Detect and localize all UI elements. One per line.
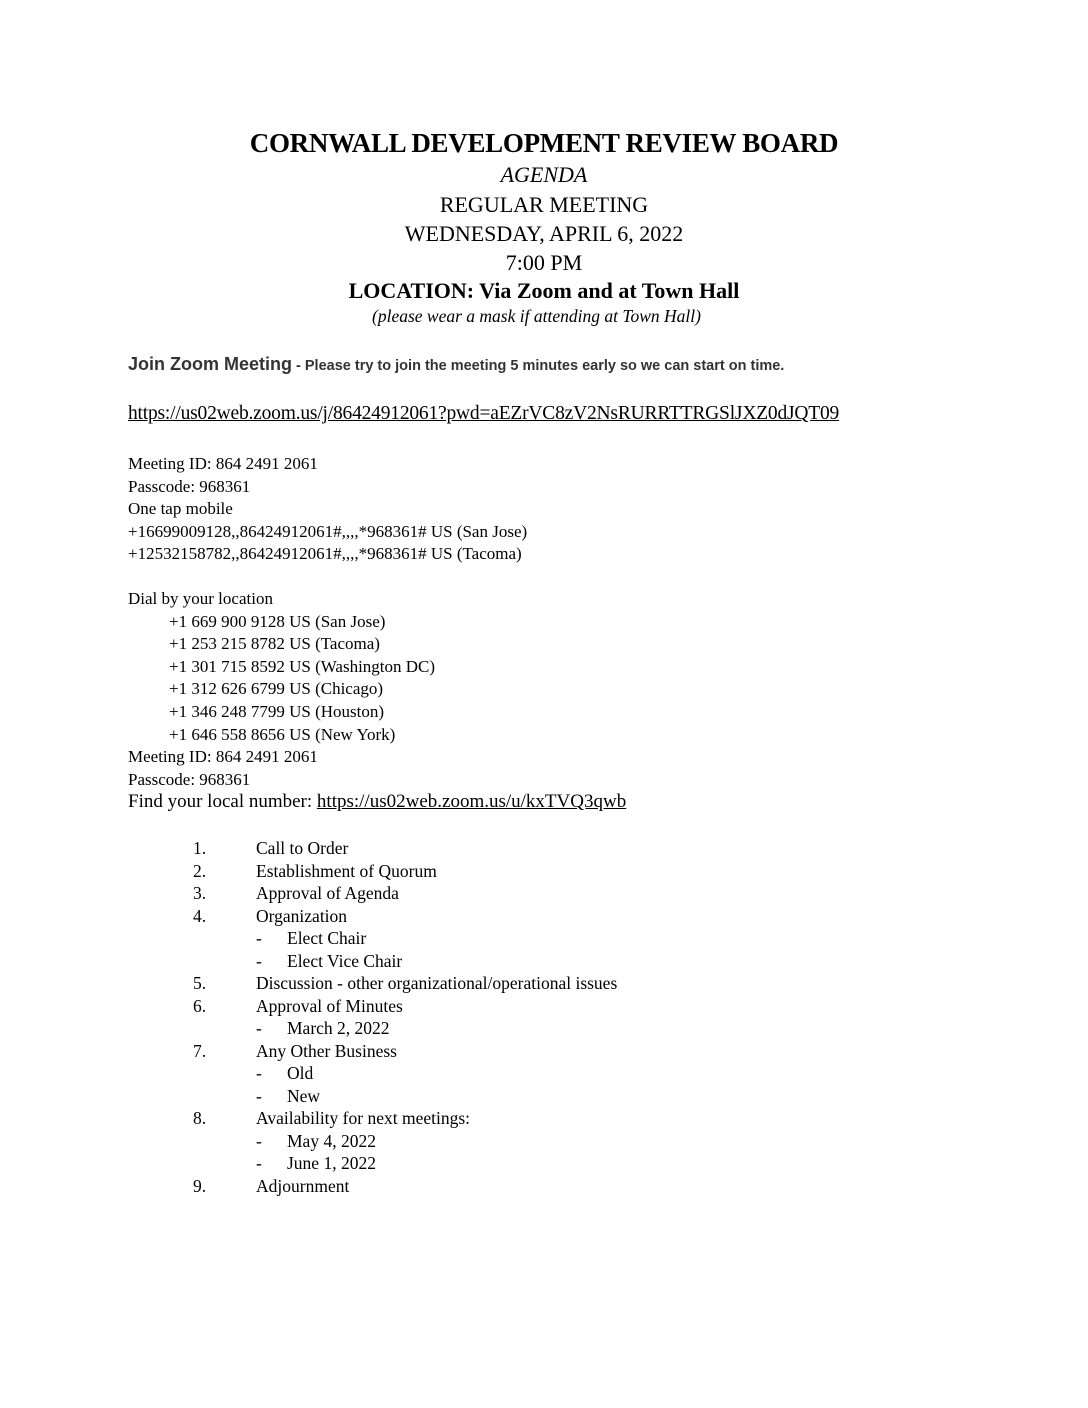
agenda-item-text: Availability for next meetings: bbox=[256, 1108, 470, 1128]
dial-title: Dial by your location bbox=[128, 589, 273, 608]
agenda-item-number: 8. bbox=[193, 1108, 207, 1128]
agenda-item-text: Discussion - other organizational/operational issues bbox=[256, 973, 618, 993]
board-title: CORNWALL DEVELOPMENT REVIEW BOARD bbox=[249, 128, 839, 158]
agenda-item-text: Call to Order bbox=[256, 838, 349, 858]
mask-note: (please wear a mask if attending at Town Hall) bbox=[372, 306, 701, 326]
zoom-join-title: Join Zoom Meeting bbox=[128, 354, 292, 374]
agenda-item-number: 3. bbox=[193, 883, 207, 903]
agenda-item-number: 9. bbox=[193, 1175, 207, 1196]
meeting-type: REGULAR MEETING bbox=[439, 192, 649, 217]
one-tap-label: One tap mobile bbox=[128, 499, 233, 519]
meeting-id: Meeting ID: 864 2491 2061 bbox=[128, 747, 318, 767]
dial-number: +1 301 715 8592 US (Washington DC) bbox=[169, 656, 436, 676]
zoom-join-note: - Please try to join the meeting 5 minutes early so we can start on time. bbox=[292, 358, 785, 374]
agenda-subitem-text: Elect Vice Chair bbox=[287, 950, 403, 971]
dial-by-location bbox=[128, 588, 435, 791]
agenda-item-number: 1. bbox=[193, 838, 207, 858]
tap-number: +12532158782,,86424912061#,,,,*968361# US (Tacoma) bbox=[128, 544, 522, 564]
dial-number: +1 312 626 6799 US (Chicago) bbox=[169, 679, 384, 699]
local-number-label: Find your local number: bbox=[128, 791, 317, 812]
meeting-date: WEDNESDAY, APRIL 6, 2022 bbox=[404, 221, 684, 246]
dash-bullet: - bbox=[256, 928, 262, 948]
dash-bullet: - bbox=[256, 1063, 262, 1083]
agenda-item-text: Adjournment bbox=[256, 1175, 350, 1196]
agenda-item-number: 6. bbox=[193, 995, 207, 1016]
dash-bullet: - bbox=[256, 1085, 262, 1106]
meeting-time: 7:00 PM bbox=[505, 250, 583, 275]
agenda-item-text: Organization bbox=[256, 905, 348, 926]
agenda-heading: AGENDA bbox=[500, 162, 588, 187]
agenda-item-number: 5. bbox=[193, 973, 207, 993]
zoom-details bbox=[128, 453, 527, 566]
passcode: Passcode: 968361 bbox=[128, 476, 251, 496]
zoom-join-line bbox=[128, 354, 784, 375]
dash-bullet: - bbox=[256, 950, 262, 971]
dash-bullet: - bbox=[256, 1153, 262, 1173]
agenda-item-number: 2. bbox=[193, 860, 207, 881]
dial-number: +1 646 558 8656 US (New York) bbox=[169, 724, 396, 744]
dash-bullet: - bbox=[256, 1018, 262, 1038]
agenda-subitem-text: June 1, 2022 bbox=[287, 1153, 376, 1173]
dial-number: +1 669 900 9128 US (San Jose) bbox=[169, 611, 386, 631]
agenda-item-number: 7. bbox=[193, 1040, 207, 1061]
dash-bullet: - bbox=[256, 1130, 262, 1151]
agenda-item-text: Approval of Agenda bbox=[256, 883, 399, 903]
meeting-location: LOCATION: Via Zoom and at Town Hall bbox=[348, 278, 740, 303]
agenda-subitem-text: New bbox=[287, 1085, 321, 1106]
passcode: Passcode: 968361 bbox=[128, 769, 251, 789]
agenda-subitem-text: March 2, 2022 bbox=[287, 1018, 390, 1038]
tap-number: +16699009128,,86424912061#,,,,*968361# US (San Jose) bbox=[128, 521, 528, 541]
agenda-item-text: Any Other Business bbox=[256, 1040, 397, 1061]
agenda-subitem-text: May 4, 2022 bbox=[287, 1130, 376, 1151]
agenda-item-text: Establishment of Quorum bbox=[256, 860, 437, 881]
dial-number: +1 346 248 7799 US (Houston) bbox=[169, 701, 385, 721]
local-number-link[interactable]: https://us02web.zoom.us/u/kxTVQ3qwb bbox=[316, 791, 627, 812]
zoom-meeting-link[interactable]: https://us02web.zoom.us/j/86424912061?pwd=aEZrVC8zV2NsRURRTTRGSlJXZ0dJQT09 bbox=[128, 403, 840, 424]
agenda-item-number: 4. bbox=[193, 905, 207, 926]
agenda-subitem-text: Old bbox=[287, 1063, 314, 1083]
agenda-item-text: Approval of Minutes bbox=[256, 995, 403, 1016]
agenda-subitem-text: Elect Chair bbox=[287, 928, 367, 948]
local-number-line bbox=[128, 791, 626, 813]
meeting-id: Meeting ID: 864 2491 2061 bbox=[128, 454, 318, 473]
dial-number: +1 253 215 8782 US (Tacoma) bbox=[169, 634, 380, 654]
